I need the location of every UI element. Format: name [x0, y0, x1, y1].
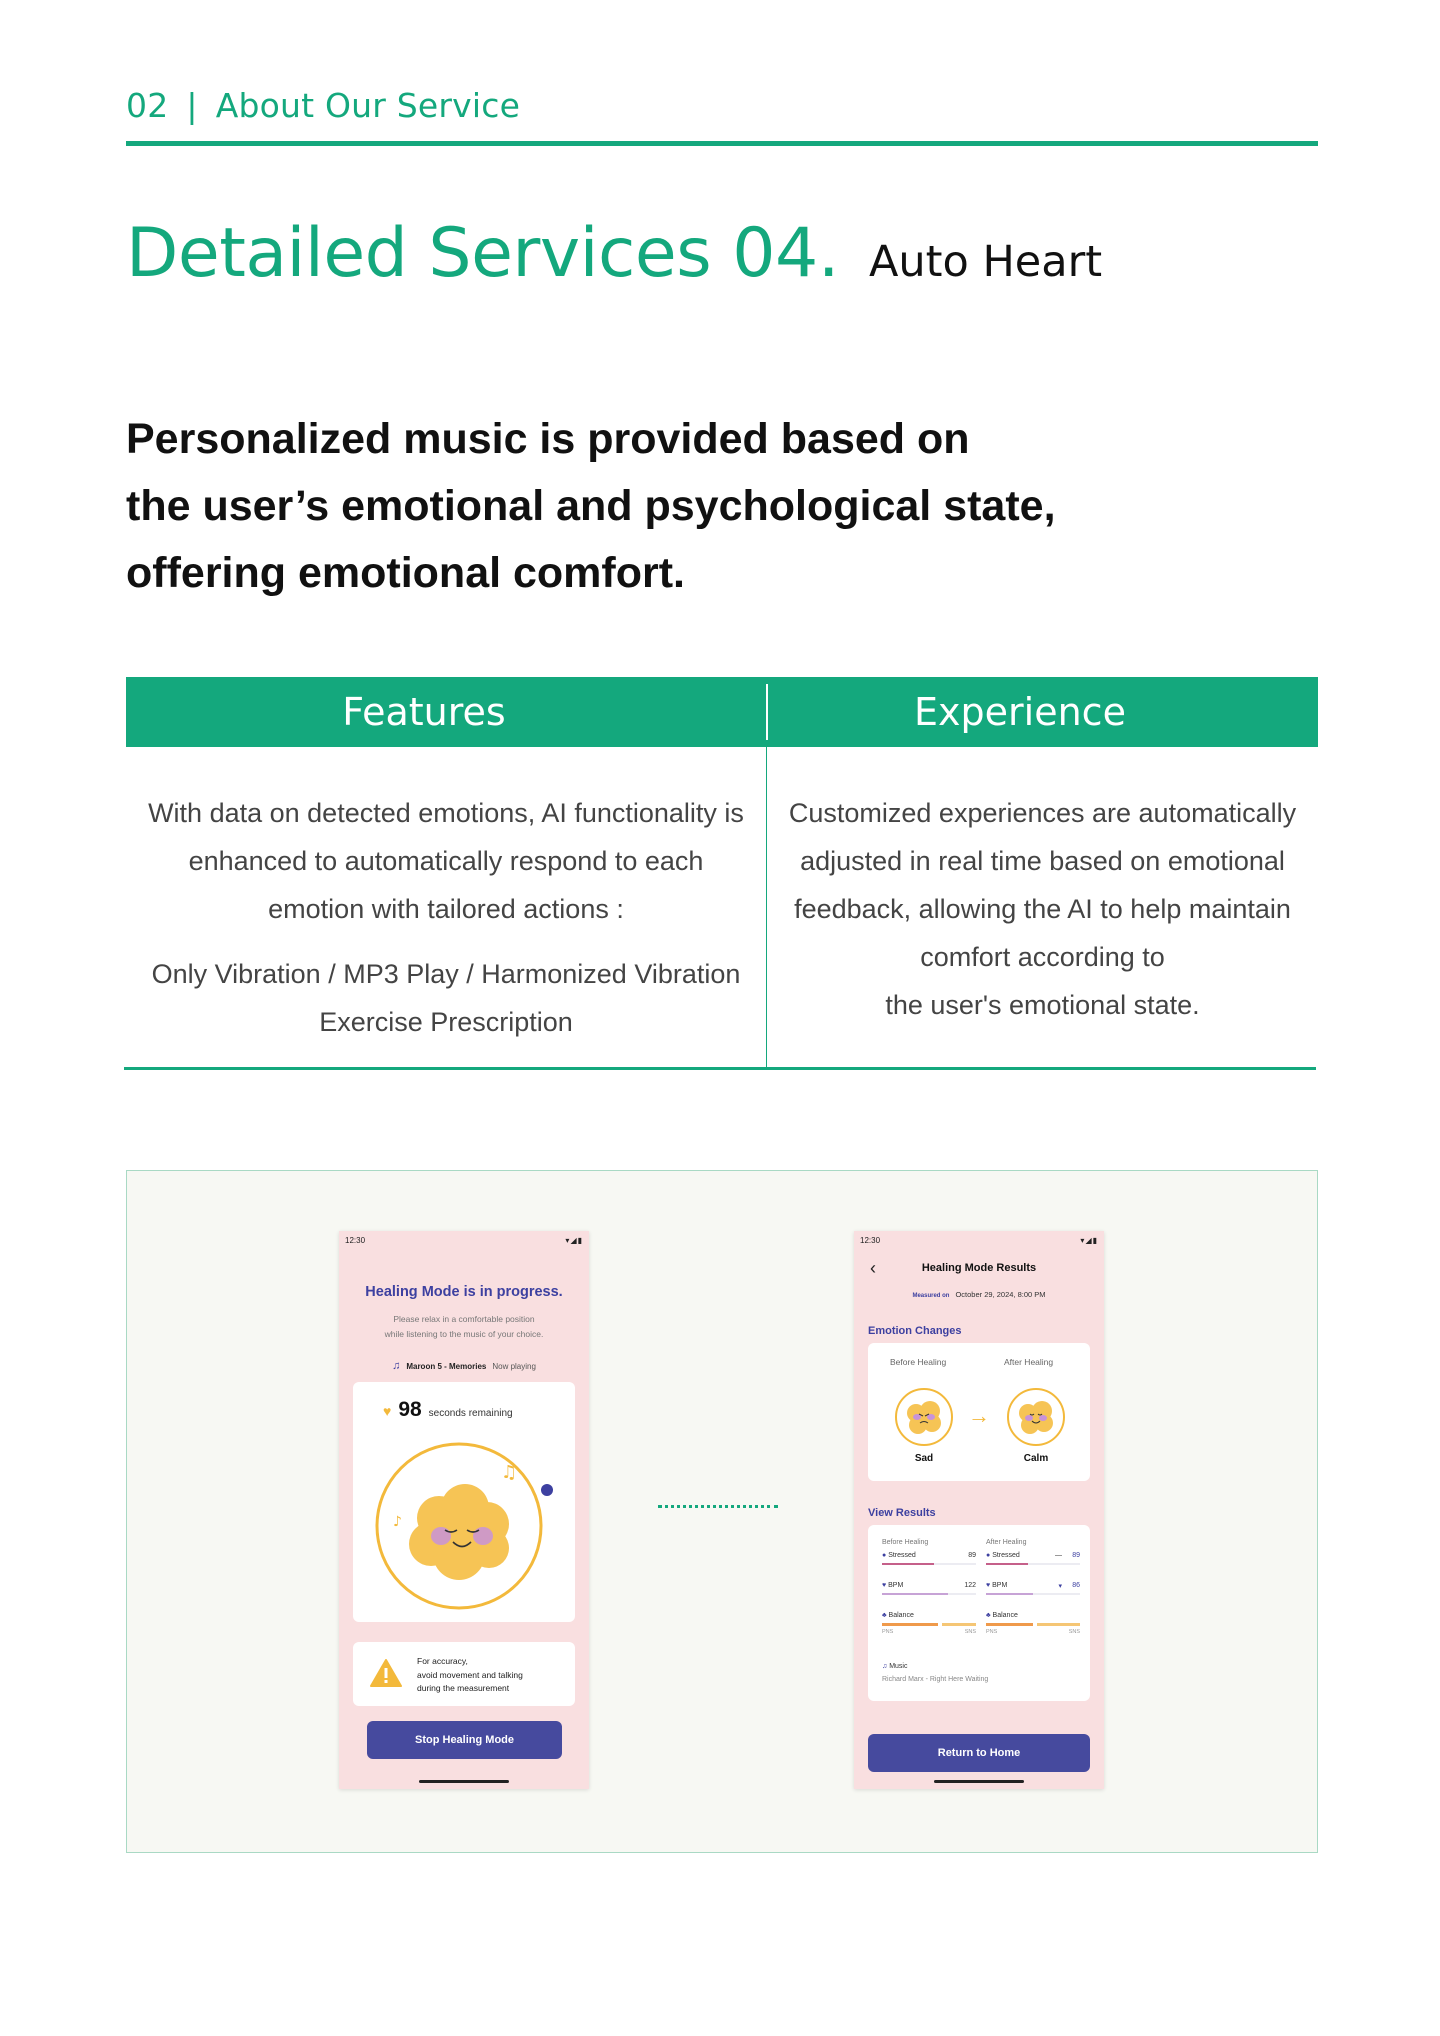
before-emotion-label: Sad — [914, 1453, 934, 1464]
measured-label: Measured on — [912, 1293, 950, 1299]
pns-label: PNS — [986, 1629, 998, 1635]
warning-line: avoid movement and talking — [417, 1669, 523, 1680]
warning-line: during the measurement — [417, 1683, 510, 1693]
lead-statement — [126, 406, 1226, 607]
header-column-divider — [766, 684, 768, 740]
return-home-button[interactable]: Return to Home — [868, 1734, 1090, 1772]
table-bottom-rule — [124, 1067, 1316, 1070]
metric-label — [986, 1612, 1018, 1619]
measured-value: October 29, 2024, 8:00 PM — [955, 1290, 1046, 1299]
balance-icon: ♣ — [882, 1612, 887, 1619]
header-divider — [126, 141, 1318, 146]
page-title — [126, 214, 1102, 293]
home-indicator[interactable] — [934, 1780, 1024, 1783]
cloud-character-icon — [409, 1484, 509, 1580]
emotion-changes-label: Emotion Changes — [868, 1325, 962, 1337]
healing-subtitle-line: Please relax in a comfortable position — [393, 1314, 535, 1324]
section-title: About Our Service — [215, 86, 521, 125]
music-note-icon: ♫ — [882, 1663, 888, 1670]
sns-label: SNS — [1068, 1629, 1080, 1635]
balance-icon: ♣ — [986, 1612, 991, 1619]
phone-healing-progress — [339, 1231, 589, 1789]
features-experience-table — [126, 677, 1318, 1070]
experience-line: feedback, allowing the AI to help maintain — [794, 894, 1291, 924]
warning-text — [417, 1655, 523, 1696]
view-results-label: View Results — [868, 1507, 936, 1519]
bpm-value: 122 — [964, 1582, 976, 1589]
heart-icon: ♥ — [882, 1582, 887, 1589]
sns-label: SNS — [964, 1629, 976, 1635]
stressed-label: Stressed — [992, 1552, 1020, 1559]
after-results-column — [986, 1539, 1080, 1635]
measured-date — [854, 1290, 1104, 1299]
app-screens-figure — [126, 1170, 1318, 1853]
music-note-icon: ♪ — [393, 1514, 402, 1530]
experience-line: Customized experiences are automatically — [788, 798, 1297, 828]
section-header — [126, 86, 520, 125]
page-title-main: Detailed Services 04. — [126, 214, 839, 293]
healing-subtitle-line: while listening to the music of your choice. — [384, 1329, 544, 1339]
progress-ring — [367, 1434, 561, 1612]
stressed-bar — [882, 1563, 976, 1565]
features-actions: Exercise Prescription — [319, 1007, 573, 1037]
metric-label — [986, 1582, 1007, 1589]
balance-bar — [986, 1623, 1080, 1626]
after-emotion-label: Calm — [1023, 1453, 1049, 1464]
music-note-icon: ♫ — [392, 1360, 401, 1372]
metric-row-stressed — [986, 1550, 1080, 1566]
warning-line: For accuracy, — [417, 1656, 468, 1666]
before-results-column — [882, 1539, 976, 1635]
balance-bar — [882, 1623, 976, 1626]
bpm-label: BPM — [992, 1582, 1008, 1589]
warning-card — [353, 1642, 575, 1706]
balance-scale — [882, 1629, 976, 1635]
back-arrow-icon[interactable]: ‹ — [870, 1258, 876, 1278]
lead-line: Personalized music is provided based on — [126, 415, 970, 463]
music-note-icon: ♫ — [501, 1462, 518, 1483]
healing-title: Healing Mode is in progress. — [365, 1284, 563, 1300]
balance-scale — [986, 1629, 1080, 1635]
features-line: enhanced to automatically respond to each — [188, 846, 704, 876]
experience-line: adjusted in real time based on emotional — [800, 846, 1285, 876]
now-playing-label: Now playing — [492, 1361, 536, 1371]
features-cell — [126, 789, 766, 1046]
section-separator: | — [186, 86, 198, 125]
status-time: 12:30 — [345, 1236, 366, 1245]
stress-icon: ● — [986, 1552, 991, 1559]
timer-label: seconds remaining — [428, 1408, 513, 1419]
features-line: With data on detected emotions, AI functionality is — [148, 798, 744, 828]
lead-line: the user’s emotional and psychological state, — [126, 482, 1056, 530]
metric-label — [986, 1552, 1020, 1559]
results-title: Healing Mode Results — [921, 1262, 1037, 1274]
calm-face-icon — [1006, 1387, 1066, 1447]
timer-card — [353, 1382, 575, 1622]
arrow-right-icon: → — [968, 1403, 990, 1428]
stressed-bar — [986, 1563, 1080, 1565]
music-song: Richard Marx - Right Here Waiting — [882, 1676, 989, 1683]
status-icons: ▾◢▮ — [1080, 1236, 1098, 1245]
features-actions: Only Vibration / MP3 Play / Harmonized Vibration — [151, 959, 741, 989]
stressed-delta: — — [1055, 1552, 1062, 1559]
bpm-value: 86 — [1072, 1582, 1080, 1589]
metric-row-bpm — [986, 1580, 1080, 1596]
after-healing-label: After Healing — [1004, 1357, 1054, 1367]
table-header-row — [126, 677, 1318, 747]
metric-label — [882, 1552, 916, 1559]
timer-value: 98 — [398, 1398, 422, 1421]
lead-line: offering emotional comfort. — [126, 549, 685, 597]
status-time: 12:30 — [860, 1236, 881, 1245]
before-healing-label: Before Healing — [890, 1357, 947, 1367]
heart-icon: ♥ — [986, 1582, 991, 1589]
experience-header: Experience — [914, 690, 1126, 734]
sad-face-icon — [894, 1387, 954, 1447]
status-bar — [345, 1236, 583, 1245]
progress-ring-knob — [541, 1484, 553, 1496]
dotted-connector — [658, 1505, 778, 1508]
timer-row — [383, 1398, 513, 1422]
status-icons: ▾◢▮ — [565, 1236, 583, 1245]
balance-label: Balance — [888, 1612, 914, 1619]
bpm-label: BPM — [888, 1582, 904, 1589]
stress-icon: ● — [882, 1552, 887, 1559]
warning-icon — [369, 1658, 403, 1688]
bpm-delta: ▾ — [1058, 1583, 1062, 1590]
section-number: 02 — [126, 86, 169, 125]
home-indicator[interactable] — [419, 1780, 509, 1783]
heart-icon: ♥ — [383, 1403, 392, 1419]
metric-row-balance — [882, 1610, 976, 1626]
before-results-header: Before Healing — [882, 1539, 929, 1546]
view-results-card — [868, 1525, 1090, 1701]
bpm-bar — [882, 1593, 976, 1595]
balance-label: Balance — [992, 1612, 1018, 1619]
experience-line: comfort according to — [920, 942, 1165, 972]
music-label: Music — [889, 1663, 908, 1670]
status-bar — [860, 1236, 1098, 1245]
metric-row-stressed — [882, 1550, 976, 1566]
metric-label — [882, 1612, 914, 1619]
phone-healing-results — [854, 1231, 1104, 1789]
emotion-changes-card — [868, 1343, 1090, 1481]
features-header: Features — [342, 690, 506, 734]
metric-row-balance — [986, 1610, 1080, 1626]
after-results-header: After Healing — [986, 1539, 1027, 1546]
features-line: emotion with tailored actions : — [268, 894, 624, 924]
stressed-label: Stressed — [888, 1552, 916, 1559]
bpm-bar — [986, 1593, 1080, 1595]
now-playing-song: Maroon 5 - Memories — [406, 1361, 487, 1371]
metric-row-bpm — [882, 1580, 976, 1596]
stop-healing-button[interactable]: Stop Healing Mode — [367, 1721, 562, 1759]
page-title-sub: Auto Heart — [868, 237, 1103, 287]
experience-line: the user's emotional state. — [885, 990, 1200, 1020]
stressed-value: 89 — [968, 1552, 976, 1559]
experience-cell — [767, 789, 1318, 1029]
music-result — [882, 1663, 988, 1683]
pns-label: PNS — [882, 1629, 894, 1635]
stressed-value: 89 — [1072, 1552, 1080, 1559]
healing-subtitle — [339, 1312, 589, 1342]
now-playing[interactable] — [339, 1360, 589, 1372]
metric-label — [882, 1582, 903, 1589]
